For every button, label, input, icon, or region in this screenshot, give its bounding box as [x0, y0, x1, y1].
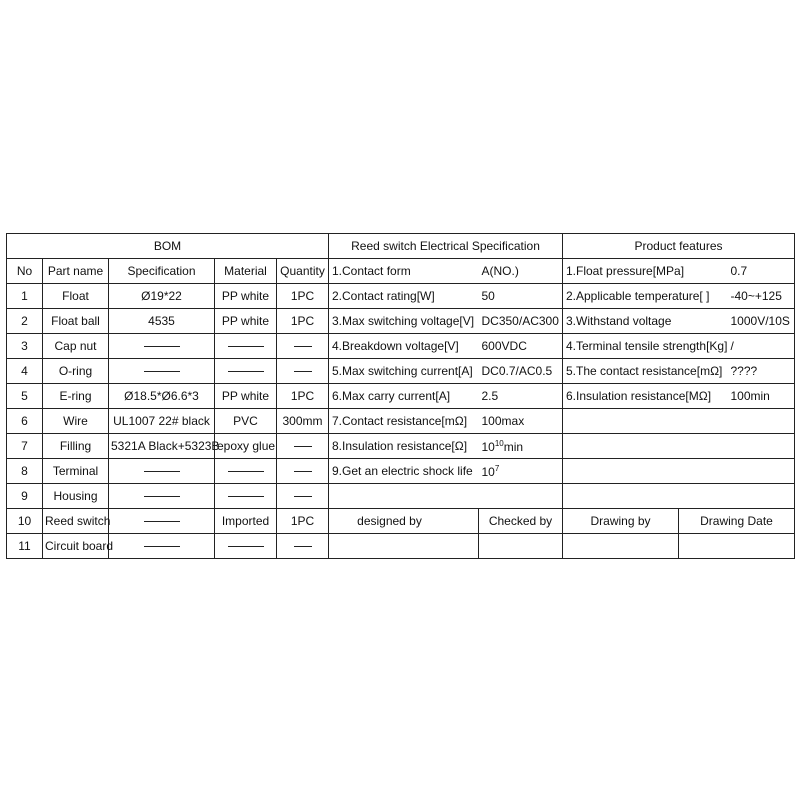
bom-no: 11: [7, 534, 43, 559]
bom-material-empty: [215, 534, 277, 559]
table-row: [7, 459, 795, 484]
empty-dash: [228, 346, 264, 347]
empty-dash: [294, 446, 312, 447]
table-row: [7, 309, 795, 334]
feature-label: 2.Applicable temperature[ ]: [563, 284, 679, 309]
bom-spec: 4535: [109, 309, 215, 334]
bom-qty: 1PC: [277, 284, 329, 309]
bom-material-empty: [215, 334, 277, 359]
bom-spec-empty: [109, 359, 215, 384]
bom-header-part-name: Part name: [43, 259, 109, 284]
reed-label: 3.Max switching voltage[V]: [329, 309, 479, 334]
bom-material: PP white: [215, 284, 277, 309]
table-row: [7, 409, 795, 434]
reed-value-exponent: 7: [494, 463, 500, 473]
feature-empty: [563, 409, 795, 434]
reed-value: [479, 434, 563, 459]
table-row: [7, 284, 795, 309]
feature-label: 6.Insulation resistance[MΩ]: [563, 384, 679, 409]
bom-material-empty: [215, 484, 277, 509]
bom-qty-empty: [277, 534, 329, 559]
reed-value-base: 10: [481, 439, 495, 454]
drawing-date-value[interactable]: [679, 534, 795, 559]
feature-label: 3.Withstand voltage: [563, 309, 679, 334]
bom-no: 1: [7, 284, 43, 309]
bom-no: 3: [7, 334, 43, 359]
bom-no: 5: [7, 384, 43, 409]
bom-material-empty: [215, 359, 277, 384]
product-features-title: Product features: [563, 234, 795, 259]
bom-title: BOM: [7, 234, 329, 259]
reed-spec-title: Reed switch Electrical Specification: [329, 234, 563, 259]
feature-value: /: [679, 334, 795, 359]
reed-value: [479, 459, 563, 484]
reed-empty: [329, 484, 563, 509]
reed-value: 2.5: [479, 384, 563, 409]
bom-part-name: E-ring: [43, 384, 109, 409]
empty-dash: [144, 546, 180, 547]
feature-label: 1.Float pressure[MPa]: [563, 259, 679, 284]
bom-qty-empty: [277, 459, 329, 484]
drawing-by-value[interactable]: [563, 534, 679, 559]
empty-dash: [294, 546, 312, 547]
bom-qty: 1PC: [277, 309, 329, 334]
table-row: [7, 259, 795, 284]
bom-material: Imported: [215, 509, 277, 534]
bom-spec-empty: [109, 459, 215, 484]
bom-material: PP white: [215, 309, 277, 334]
feature-empty: [563, 434, 795, 459]
feature-value: 1000V/10S: [679, 309, 795, 334]
reed-value: 100max: [479, 409, 563, 434]
bom-no: 9: [7, 484, 43, 509]
reed-label: 1.Contact form: [329, 259, 479, 284]
bom-no: 8: [7, 459, 43, 484]
bom-qty-empty: [277, 334, 329, 359]
bom-part-name: Float: [43, 284, 109, 309]
spec-sheet: [6, 233, 794, 572]
reed-value-base: 10: [481, 464, 495, 479]
reed-label: 7.Contact resistance[mΩ]: [329, 409, 479, 434]
bom-part-name: O-ring: [43, 359, 109, 384]
bom-spec: UL1007 22# black: [109, 409, 215, 434]
reed-label: 9.Get an electric shock life: [329, 459, 479, 484]
reed-label: 6.Max carry current[A]: [329, 384, 479, 409]
bom-spec-empty: [109, 484, 215, 509]
table-row: [7, 434, 795, 459]
bom-qty: 1PC: [277, 384, 329, 409]
feature-value: 0.7: [679, 259, 795, 284]
bom-header-material: Material: [215, 259, 277, 284]
bom-material: PP white: [215, 384, 277, 409]
empty-dash: [294, 346, 312, 347]
feature-value: 100min: [679, 384, 795, 409]
bom-header-specification: Specification: [109, 259, 215, 284]
empty-dash: [294, 496, 312, 497]
table-row: [7, 334, 795, 359]
checked-by-label: Checked by: [479, 509, 563, 534]
bom-no: 10: [7, 509, 43, 534]
bom-part-name: Reed switch: [43, 509, 109, 534]
table-row: [7, 534, 795, 559]
bom-no: 7: [7, 434, 43, 459]
bom-part-name: Filling: [43, 434, 109, 459]
bom-part-name: Circuit board: [43, 534, 109, 559]
bom-part-name: Terminal: [43, 459, 109, 484]
feature-value: ????: [679, 359, 795, 384]
bom-qty-empty: [277, 434, 329, 459]
feature-empty: [563, 459, 795, 484]
bom-spec: Ø18.5*Ø6.6*3: [109, 384, 215, 409]
bom-no: 6: [7, 409, 43, 434]
empty-dash: [144, 346, 180, 347]
reed-value-exponent: 10: [494, 438, 504, 448]
reed-value: 50: [479, 284, 563, 309]
reed-label: 2.Contact rating[W]: [329, 284, 479, 309]
bom-header-no: No: [7, 259, 43, 284]
empty-dash: [228, 471, 264, 472]
bom-qty-empty: [277, 484, 329, 509]
empty-dash: [294, 471, 312, 472]
table-row: [7, 384, 795, 409]
feature-value: -40~+125: [679, 284, 795, 309]
drawing-by-label: Drawing by: [563, 509, 679, 534]
table-row: [7, 509, 795, 534]
bom-no: 4: [7, 359, 43, 384]
reed-value: 600VDC: [479, 334, 563, 359]
reed-value: DC0.7/AC0.5: [479, 359, 563, 384]
reed-value-suffix: min: [503, 439, 524, 454]
empty-dash: [144, 371, 180, 372]
empty-dash: [228, 546, 264, 547]
bom-part-name: Wire: [43, 409, 109, 434]
reed-label: 8.Insulation resistance[Ω]: [329, 434, 479, 459]
reed-label: 5.Max switching current[A]: [329, 359, 479, 384]
empty-dash: [294, 371, 312, 372]
bom-part-name: Float ball: [43, 309, 109, 334]
checked-by-value[interactable]: [479, 534, 563, 559]
reed-value: A(NO.): [479, 259, 563, 284]
section-title-row: [7, 234, 795, 259]
bom-spec: Ø19*22: [109, 284, 215, 309]
bom-spec-empty: [109, 509, 215, 534]
bom-no: 2: [7, 309, 43, 334]
bom-material: PVC: [215, 409, 277, 434]
bom-part-name: Housing: [43, 484, 109, 509]
table-row: [7, 484, 795, 509]
bom-material-empty: [215, 459, 277, 484]
designed-by-value[interactable]: [329, 534, 479, 559]
feature-label: 5.The contact resistance[mΩ]: [563, 359, 679, 384]
bom-header-quantity: Quantity: [277, 259, 329, 284]
bom-spec-empty: [109, 334, 215, 359]
bom-qty: 300mm: [277, 409, 329, 434]
table-row: [7, 359, 795, 384]
feature-label: 4.Terminal tensile strength[Kg]: [563, 334, 679, 359]
empty-dash: [144, 521, 180, 522]
bom-spec: 5321A Black+5323B: [109, 434, 215, 459]
drawing-date-label: Drawing Date: [679, 509, 795, 534]
bom-spec-empty: [109, 534, 215, 559]
empty-dash: [228, 496, 264, 497]
empty-dash: [144, 471, 180, 472]
bom-material: epoxy glue: [215, 434, 277, 459]
empty-dash: [144, 496, 180, 497]
reed-value: DC350/AC300: [479, 309, 563, 334]
bom-part-name: Cap nut: [43, 334, 109, 359]
bom-qty: 1PC: [277, 509, 329, 534]
spec-table: [6, 233, 795, 559]
reed-label: 4.Breakdown voltage[V]: [329, 334, 479, 359]
bom-qty-empty: [277, 359, 329, 384]
feature-empty: [563, 484, 795, 509]
designed-by-label: designed by: [329, 509, 479, 534]
empty-dash: [228, 371, 264, 372]
